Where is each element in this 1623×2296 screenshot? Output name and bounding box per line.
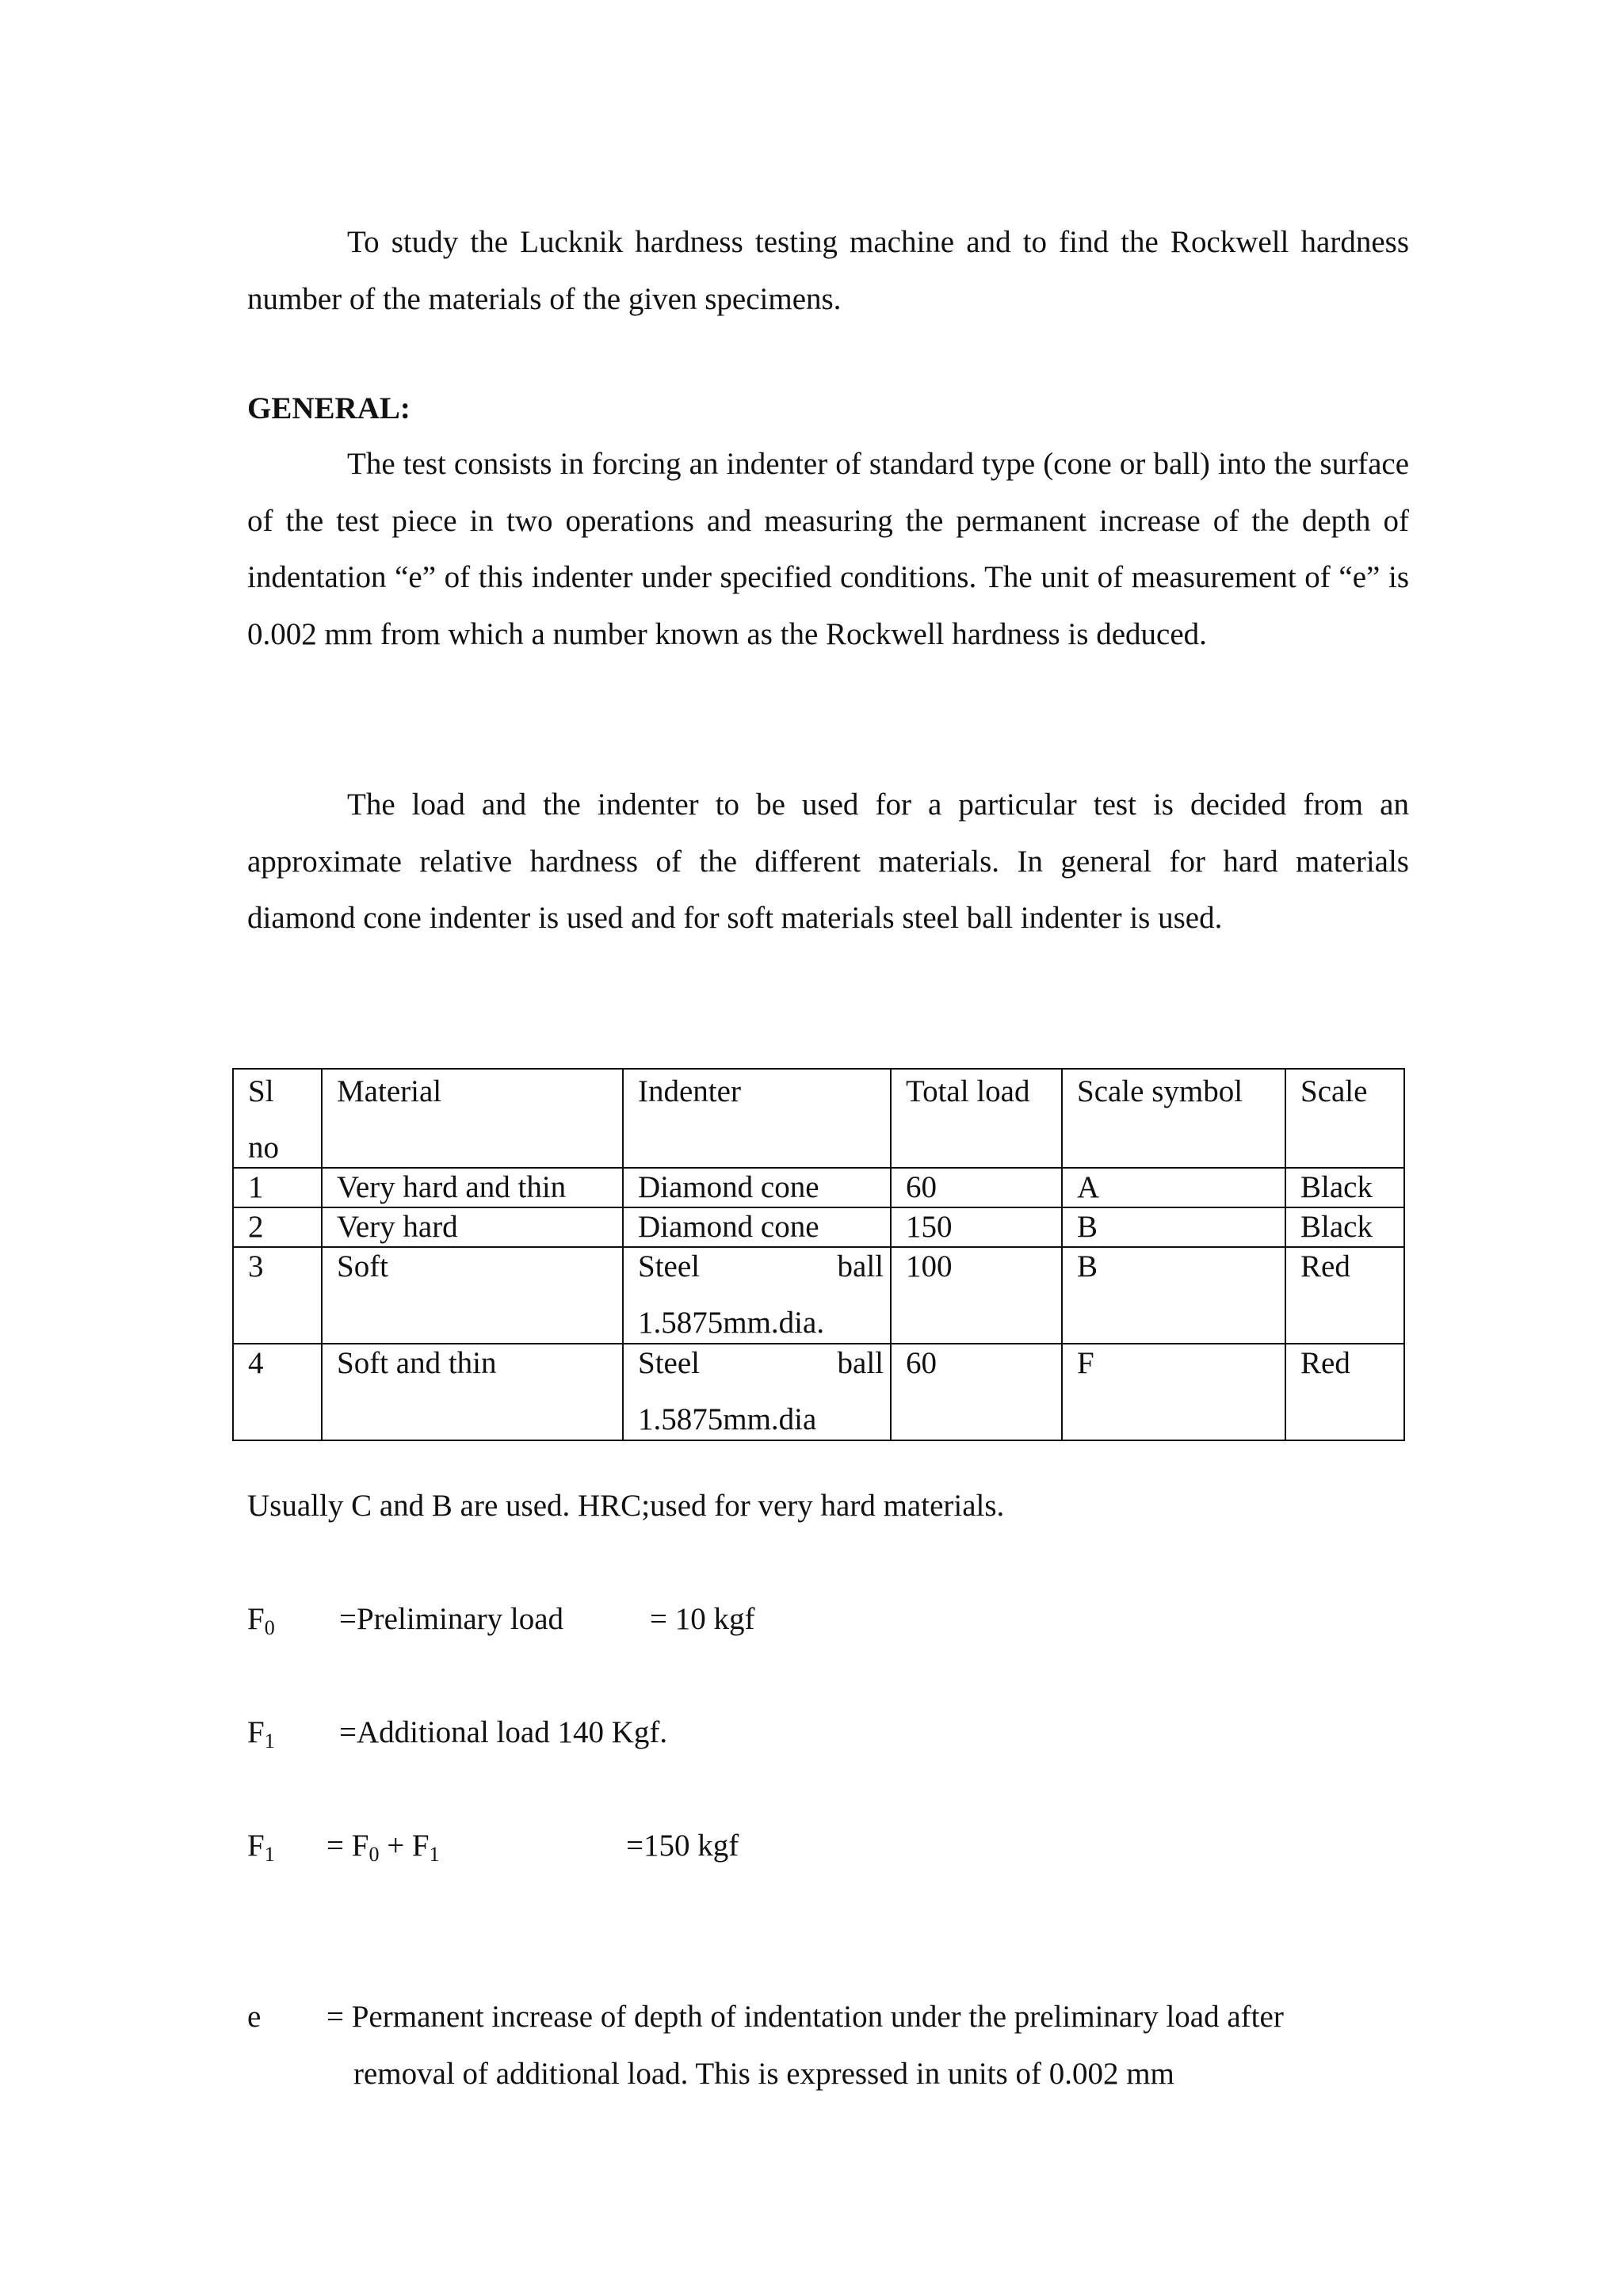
indenter-shape: ball — [837, 1249, 884, 1283]
cell-scale-symbol: B — [1062, 1247, 1285, 1344]
ft-eq-subscript-1: 1 — [429, 1843, 440, 1866]
table-row — [233, 1344, 1404, 1440]
f0-description: =Preliminary load — [339, 1602, 564, 1636]
header-sl-no — [233, 1069, 322, 1168]
indenter-diameter: 1.5875mm.dia. — [638, 1306, 825, 1340]
cell-total-load: 60 — [891, 1344, 1062, 1440]
ft-equation — [327, 1824, 440, 1868]
indenter-type: Steel — [638, 1249, 700, 1283]
cell-material: Very hard — [322, 1207, 623, 1247]
cell-scale-symbol: B — [1062, 1207, 1285, 1247]
general-paragraph-1: The test consists in forcing an indenter of standard type (cone or ball) into the surface of the test piece in two operations and measuring the permanent increase of the depth of indentation “e” of this indenter under specified conditions. The unit of measurement of “e” is 0.002 mm from which a number known as the Rockwell hardness is deduced. — [247, 447, 1409, 651]
cell-scale: Black — [1285, 1168, 1404, 1207]
cell-scale: Red — [1285, 1344, 1404, 1440]
indenter-line-1 — [638, 1248, 884, 1286]
indenter-type: Steel — [638, 1346, 700, 1380]
general-paragraph-2: The load and the indenter to be used for a particular test is decided from an approximate relative hardness of the different materials. In general for hard materials diamond cone indenter is used and for soft materials steel ball indenter is used. — [247, 788, 1409, 935]
table-row — [233, 1207, 1404, 1247]
e-definition-line-2: removal of additional load. This is expressed in units of 0.002 mm — [353, 2057, 1174, 2091]
cell-indenter — [623, 1344, 891, 1440]
header-total-load: Total load — [891, 1069, 1062, 1168]
cell-scale: Black — [1285, 1207, 1404, 1247]
cell-indenter: Diamond cone — [623, 1168, 891, 1207]
cell-scale-symbol: A — [1062, 1168, 1285, 1207]
table-row — [233, 1247, 1404, 1344]
ft-plus-part: + F — [379, 1829, 430, 1863]
f1-subscript: 1 — [264, 1730, 275, 1753]
cell-material: Soft and thin — [322, 1344, 623, 1440]
cell-material: Very hard and thin — [322, 1168, 623, 1207]
usage-note: Usually C and B are used. HRC;used for very hard materials. — [247, 1489, 1005, 1523]
table-header-row — [233, 1069, 1404, 1168]
cell-scale-symbol: F — [1062, 1344, 1285, 1440]
cell-total-load: 60 — [891, 1168, 1062, 1207]
cell-indenter — [623, 1247, 891, 1344]
f1-description: =Additional load 140 Kgf. — [339, 1715, 668, 1749]
f0-subscript: 0 — [264, 1616, 275, 1639]
indenter-shape: ball — [837, 1346, 884, 1380]
cell-sl: 1 — [233, 1168, 322, 1207]
header-no: no — [248, 1131, 279, 1165]
header-material: Material — [322, 1069, 623, 1168]
ft-letter: F — [247, 1829, 265, 1863]
indenter-line-1 — [638, 1344, 884, 1383]
cell-sl: 2 — [233, 1207, 322, 1247]
cell-sl: 4 — [233, 1344, 322, 1440]
cell-scale: Red — [1285, 1247, 1404, 1344]
header-scale-symbol: Scale symbol — [1062, 1069, 1285, 1168]
f0-letter: F — [247, 1602, 265, 1636]
header-scale: Scale — [1285, 1069, 1404, 1168]
cell-total-load: 150 — [891, 1207, 1062, 1247]
ft-eq-part: = F — [327, 1829, 369, 1863]
cell-indenter: Diamond cone — [623, 1207, 891, 1247]
intro-paragraph: To study the Lucknik hardness testing machine and to find the Rockwell hardness number of the materials of the given specimens. — [247, 225, 1409, 316]
e-symbol: e — [247, 2000, 262, 2034]
f1-symbol — [247, 1711, 275, 1755]
f0-value: = 10 kgf — [650, 1602, 755, 1636]
ft-value: =150 kgf — [626, 1829, 739, 1863]
header-indenter: Indenter — [623, 1069, 891, 1168]
table-row — [233, 1168, 1404, 1207]
e-definition-line-1: = Permanent increase of depth of indentation under the preliminary load after — [327, 2000, 1284, 2034]
indenter-diameter: 1.5875mm.dia — [638, 1402, 817, 1436]
ft-symbol — [247, 1824, 275, 1868]
rockwell-scale-table — [232, 1068, 1405, 1441]
general-heading: GENERAL: — [247, 391, 411, 425]
cell-total-load: 100 — [891, 1247, 1062, 1344]
cell-sl: 3 — [233, 1247, 322, 1344]
cell-material: Soft — [322, 1247, 623, 1344]
ft-eq-subscript-0: 0 — [369, 1843, 380, 1866]
f1-letter: F — [247, 1715, 265, 1749]
header-sl: Sl — [248, 1074, 274, 1108]
ft-subscript: 1 — [264, 1843, 275, 1866]
f0-symbol — [247, 1597, 275, 1642]
